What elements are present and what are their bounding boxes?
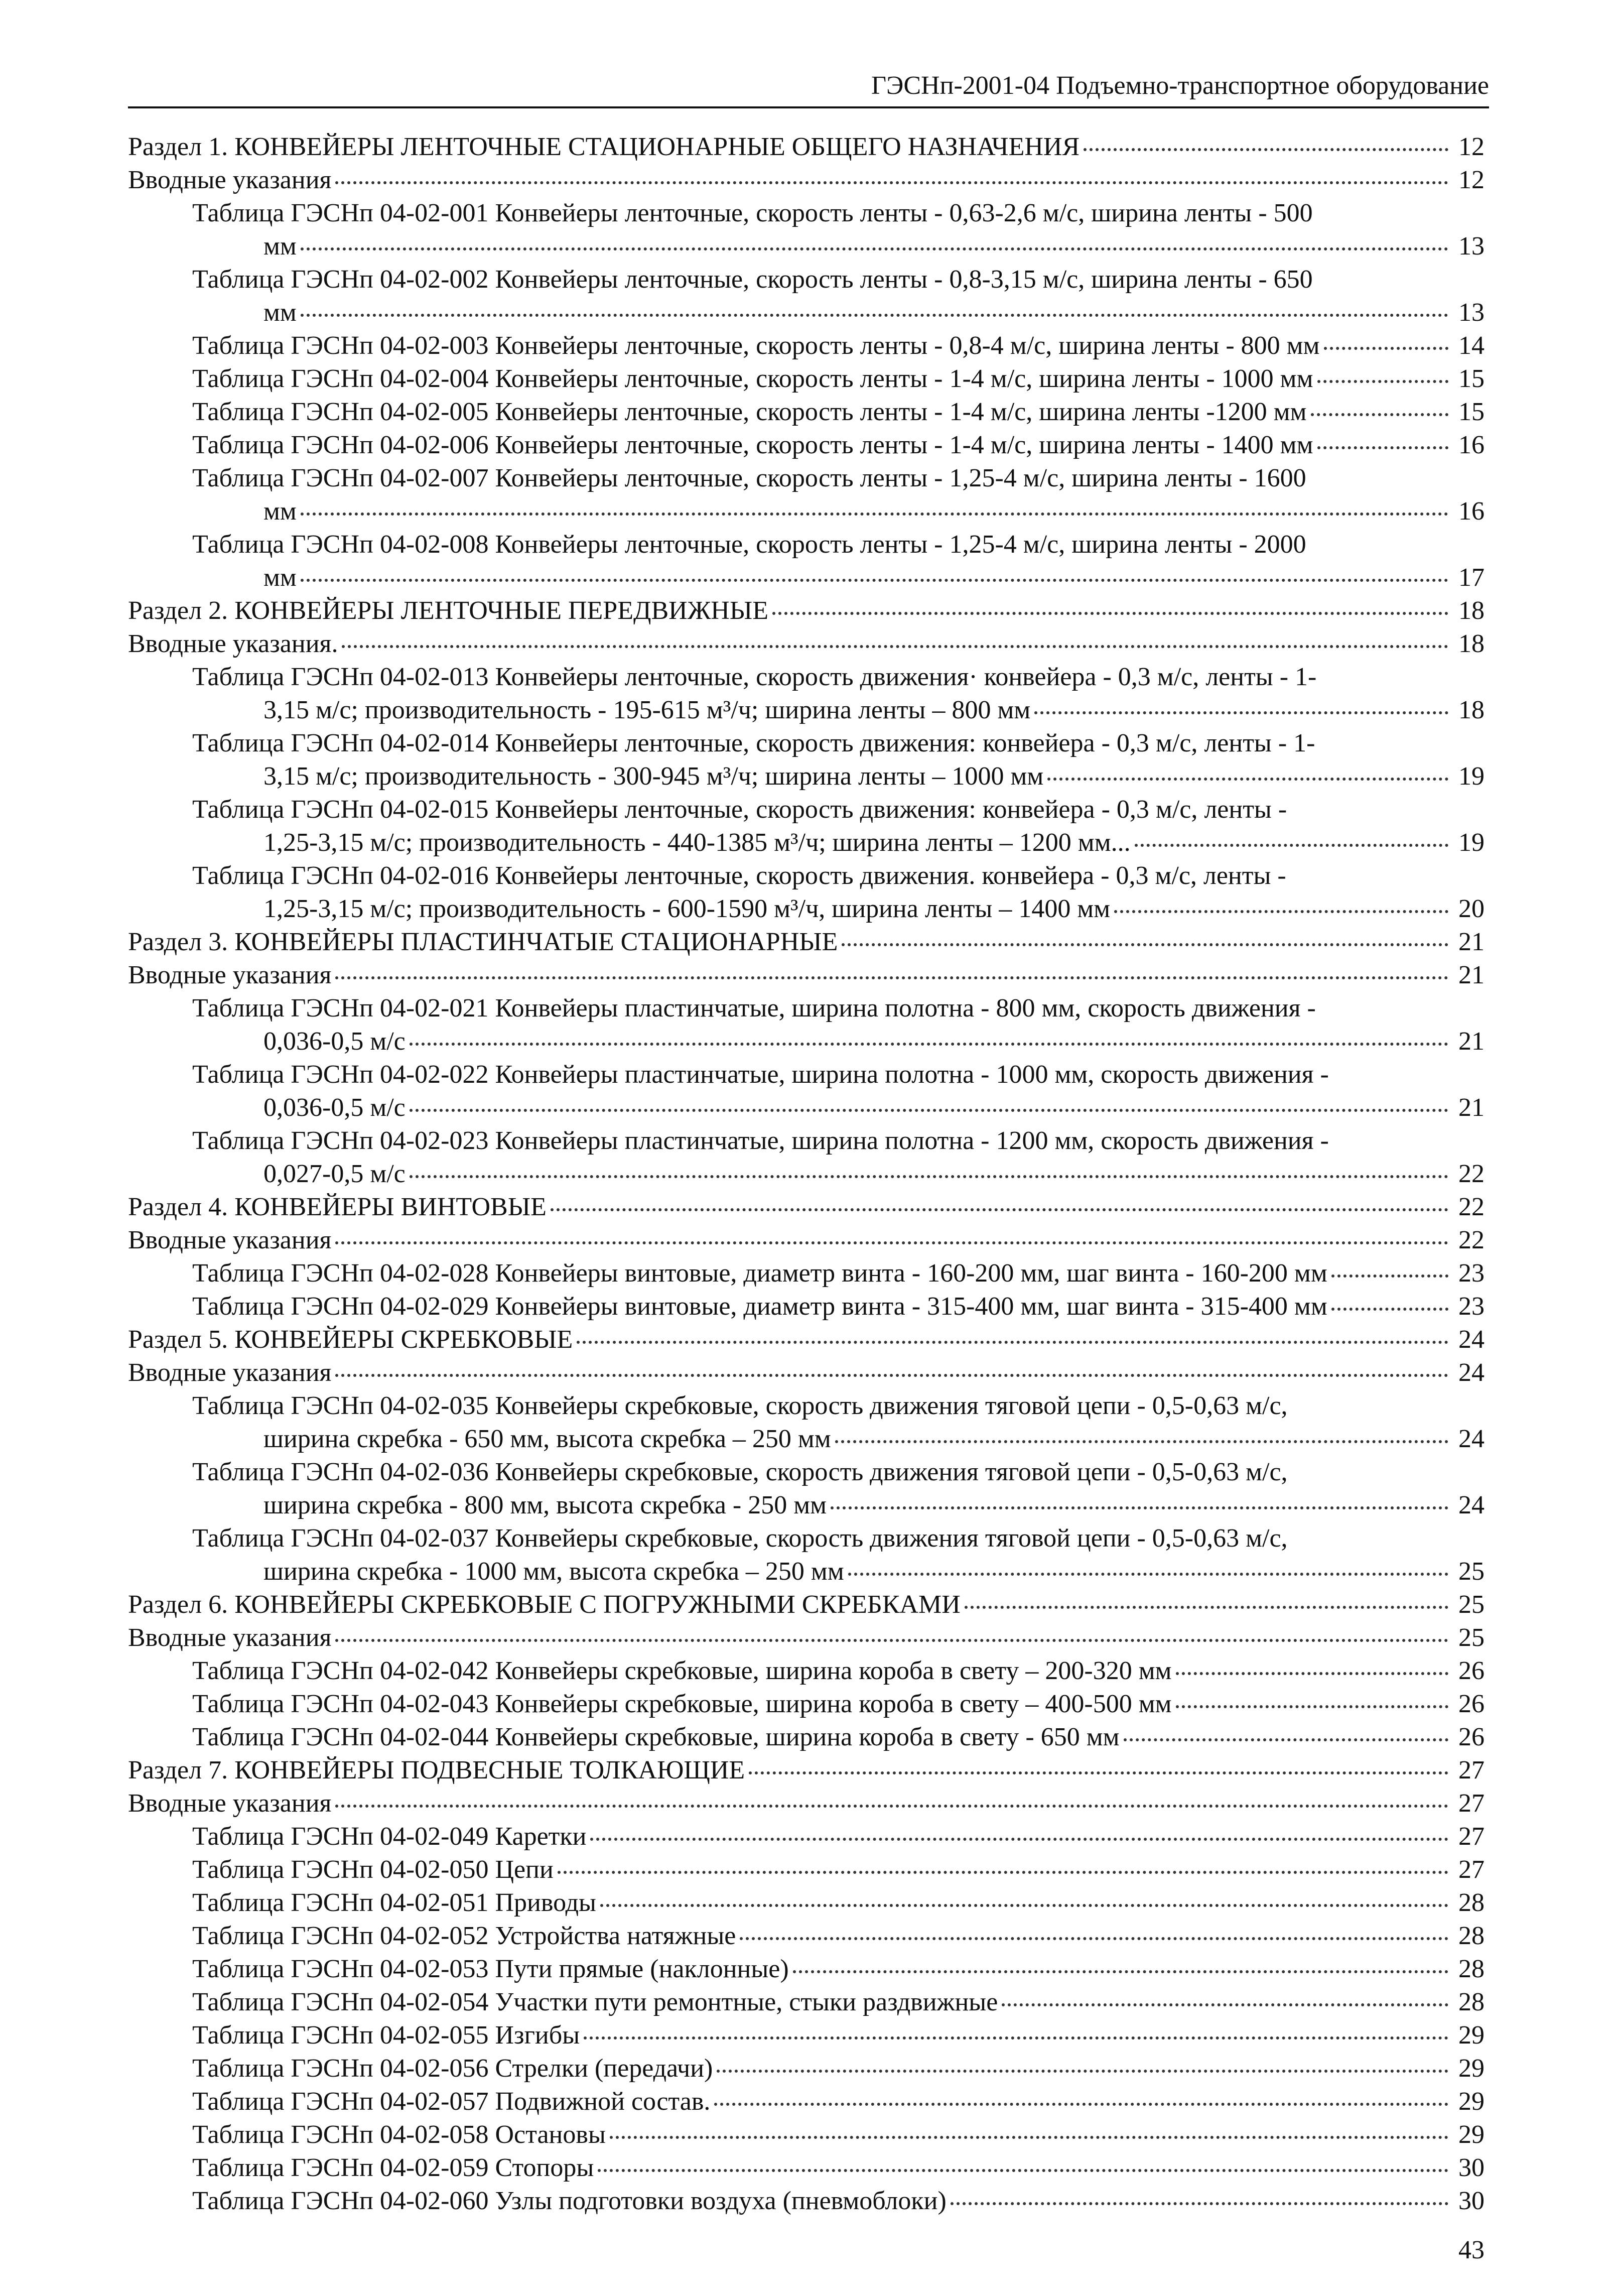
toc-table-entry[interactable] xyxy=(128,1257,1485,1290)
toc-page-number: 24 xyxy=(1458,1491,1485,1519)
toc-table-entry[interactable] xyxy=(128,528,1485,594)
toc-entry-text: Вводные указания xyxy=(128,1789,332,1818)
dot-leader xyxy=(1176,1705,1448,1708)
toc-entry-text: Таблица ГЭСНп 04-02-007 Конвейеры ленточные, скорость ленты - 1,25-4 м/с, ширина ленты - 1600 xyxy=(192,464,1306,492)
dot-leader xyxy=(342,645,1448,648)
dot-leader xyxy=(714,2103,1448,2106)
toc-entry-text: Таблица ГЭСНп 04-02-005 Конвейеры ленточные, скорость ленты - 1-4 м/с, ширина ленты -1200 мм xyxy=(192,398,1307,426)
running-header xyxy=(128,69,1489,108)
toc-table-entry[interactable] xyxy=(128,462,1485,528)
toc-table-entry[interactable] xyxy=(128,1920,1485,1953)
dot-leader xyxy=(951,2202,1448,2205)
toc-entry-text: Раздел 2. КОНВЕЙЕРЫ ЛЕНТОЧНЫЕ ПЕРЕДВИЖНЫЕ xyxy=(128,596,768,625)
dot-leader xyxy=(749,1771,1448,1774)
toc-table-entry[interactable] xyxy=(128,1886,1485,1920)
toc-entry-text: Раздел 7. КОНВЕЙЕРЫ ПОДВЕСНЫЕ ТОЛКАЮЩИЕ xyxy=(128,1756,745,1784)
toc-table-entry[interactable] xyxy=(128,396,1485,429)
toc-section-entry[interactable] xyxy=(128,131,1485,164)
toc-entry-text: Таблица ГЭСНп 04-02-058 Остановы xyxy=(192,2120,606,2149)
toc-page-number: 23 xyxy=(1458,1292,1485,1321)
toc-table-entry[interactable] xyxy=(128,1522,1485,1588)
toc-entry-text: Таблица ГЭСНп 04-02-028 Конвейеры винтовые, диаметр винта - 160-200 мм, шаг винта - 160-200 мм xyxy=(192,1259,1327,1288)
toc-entry-text: Таблица ГЭСНп 04-02-042 Конвейеры скребковые, ширина короба в свету – 200-320 мм xyxy=(192,1656,1172,1685)
toc-entry-text: Таблица ГЭСНп 04-02-006 Конвейеры ленточные, скорость ленты - 1-4 м/с, ширина ленты - 1400 мм xyxy=(192,431,1313,459)
toc-table-entry[interactable] xyxy=(128,2185,1485,2218)
toc-entry-text: Таблица ГЭСНп 04-02-054 Участки пути ремонтные, стыки раздвижные xyxy=(192,1988,998,2016)
toc-table-entry[interactable] xyxy=(128,1058,1485,1124)
toc-section-entry[interactable] xyxy=(128,1224,1485,1257)
toc-section-entry[interactable] xyxy=(128,1356,1485,1389)
dot-leader xyxy=(590,1838,1448,1841)
toc-page-number: 26 xyxy=(1458,1656,1485,1685)
toc-page-number: 28 xyxy=(1458,1888,1485,1917)
toc-page-number: 29 xyxy=(1458,2120,1485,2149)
toc-section-entry[interactable] xyxy=(128,1787,1485,1820)
toc-entry-text: Таблица ГЭСНп 04-02-022 Конвейеры пластинчатые, ширина полотна - 1000 мм, скорость движения - xyxy=(192,1060,1329,1089)
toc-entry-text: Вводные указания xyxy=(128,961,332,989)
dot-leader xyxy=(1084,148,1448,151)
dot-leader xyxy=(1317,380,1449,383)
dot-leader xyxy=(551,1208,1448,1211)
toc-entry-text: Таблица ГЭСНп 04-02-001 Конвейеры ленточные, скорость ленты - 0,63-2,6 м/с, ширина ленты - 500 xyxy=(192,199,1313,227)
dot-leader xyxy=(410,1109,1448,1112)
toc-section-entry[interactable] xyxy=(128,164,1485,197)
toc-entry-text: Вводные указания xyxy=(128,166,332,194)
toc-entry-text: Вводные указания xyxy=(128,1623,332,1652)
toc-page-number: 29 xyxy=(1458,2054,1485,2083)
toc-page-number: 21 xyxy=(1458,1093,1485,1122)
toc-entry-text: Раздел 5. КОНВЕЙЕРЫ СКРЕБКОВЫЕ xyxy=(128,1325,573,1354)
toc-page-number: 16 xyxy=(1458,497,1485,526)
toc-entry-text: Раздел 4. КОНВЕЙЕРЫ ВИНТОВЫЕ xyxy=(128,1193,547,1221)
toc-page-number: 27 xyxy=(1458,1756,1485,1784)
toc-entry-text: мм xyxy=(263,232,297,261)
toc-page-number: 21 xyxy=(1458,961,1485,989)
toc-section-entry[interactable] xyxy=(128,1323,1485,1356)
dot-leader xyxy=(301,247,1448,250)
header-title: ГЭСНп-2001-04 Подъемно-транспортное оборудование xyxy=(871,71,1489,100)
toc-entry-text: Таблица ГЭСНп 04-02-053 Пути прямые (наклонные) xyxy=(192,1955,789,1983)
dot-leader xyxy=(1034,711,1448,714)
toc-entry-text: 0,036-0,5 м/с xyxy=(263,1027,406,1056)
dot-leader xyxy=(1114,910,1448,913)
toc-page-number: 19 xyxy=(1458,828,1485,857)
toc-entry-text: ширина скребка - 800 мм, высота скребка - 250 мм xyxy=(263,1491,827,1519)
dot-leader xyxy=(1324,347,1449,350)
toc-entry-text: Таблица ГЭСНп 04-02-004 Конвейеры ленточные, скорость ленты - 1-4 м/с, ширина ленты - 1000 мм xyxy=(192,364,1313,393)
toc-page-number: 27 xyxy=(1458,1789,1485,1818)
dot-leader xyxy=(1311,413,1449,416)
toc-entry-text: Таблица ГЭСНп 04-02-035 Конвейеры скребковые, скорость движения тяговой цепи - 0,5-0,63 м/с, xyxy=(192,1391,1288,1420)
toc-entry-text: Таблица ГЭСНп 04-02-037 Конвейеры скребковые, скорость движения тяговой цепи - 0,5-0,63 м/с, xyxy=(192,1524,1288,1553)
toc-table-entry[interactable] xyxy=(128,1853,1485,1886)
toc-page-number: 29 xyxy=(1458,2021,1485,2050)
dot-leader xyxy=(1047,778,1448,781)
toc-table-entry[interactable] xyxy=(128,2118,1485,2151)
dot-leader xyxy=(740,1937,1448,1940)
toc-table-entry[interactable] xyxy=(128,727,1485,793)
toc-entry-text: Таблица ГЭСНп 04-02-015 Конвейеры ленточные, скорость движения: конвейера - 0,3 м/с, ленты - xyxy=(192,795,1287,824)
toc-table-entry[interactable] xyxy=(128,329,1485,362)
toc-section-entry[interactable] xyxy=(128,959,1485,992)
toc-page-number: 17 xyxy=(1458,563,1485,592)
page-number: 43 xyxy=(1458,2236,1485,2264)
toc-page-number: 24 xyxy=(1458,1325,1485,1354)
toc-entry-text: Таблица ГЭСНп 04-02-002 Конвейеры ленточные, скорость ленты - 0,8-3,15 м/с, ширина ленты - 650 xyxy=(192,265,1313,294)
toc-page-number: 28 xyxy=(1458,1955,1485,1983)
toc-table-entry[interactable] xyxy=(128,429,1485,462)
toc-entry-text: Таблица ГЭСНп 04-02-052 Устройства натяжные xyxy=(192,1922,736,1950)
dot-leader xyxy=(335,1639,1448,1642)
toc-table-entry[interactable] xyxy=(128,1820,1485,1853)
toc-entry-text: Таблица ГЭСНп 04-02-060 Узлы подготовки воздуха (пневмоблоки) xyxy=(192,2187,947,2215)
toc-table-entry[interactable] xyxy=(128,793,1485,859)
toc-entry-text: 3,15 м/с; производительность - 300-945 м³/ч; ширина ленты – 1000 мм xyxy=(263,762,1044,791)
dot-leader xyxy=(558,1871,1448,1874)
toc-page-number: 22 xyxy=(1458,1193,1485,1221)
toc-page-number: 18 xyxy=(1458,596,1485,625)
toc-entry-text: ширина скребка - 650 мм, высота скребка – 250 мм xyxy=(263,1425,831,1453)
toc-table-entry[interactable] xyxy=(128,1124,1485,1191)
toc-page-number: 25 xyxy=(1458,1557,1485,1586)
toc-entry-text: Таблица ГЭСНп 04-02-050 Цепи xyxy=(192,1855,554,1884)
toc-entry-text: 0,027-0,5 м/с xyxy=(263,1160,406,1188)
dot-leader xyxy=(410,1043,1448,1046)
toc-page-number: 27 xyxy=(1458,1822,1485,1851)
dot-leader xyxy=(301,513,1448,516)
toc-section-entry[interactable] xyxy=(128,1588,1485,1621)
toc-entry-text: Таблица ГЭСНп 04-02-014 Конвейеры ленточные, скорость движения: конвейера - 0,3 м/с, ленты - 1- xyxy=(192,729,1315,757)
toc-page-number: 19 xyxy=(1458,762,1485,791)
dot-leader xyxy=(301,314,1448,317)
dot-leader xyxy=(831,1506,1448,1509)
toc-entry-text: Таблица ГЭСНп 04-02-055 Изгибы xyxy=(192,2021,580,2050)
toc-section-entry[interactable] xyxy=(128,926,1485,959)
table-of-contents xyxy=(128,131,1485,2218)
dot-leader xyxy=(600,1904,1448,1907)
toc-entry-text: Вводные указания xyxy=(128,1358,332,1387)
toc-entry-text: Таблица ГЭСНп 04-02-043 Конвейеры скребковые, ширина короба в свету – 400-500 мм xyxy=(192,1690,1172,1718)
dot-leader xyxy=(793,1970,1448,1973)
toc-page-number: 12 xyxy=(1458,166,1485,194)
toc-entry-text: Раздел 6. КОНВЕЙЕРЫ СКРЕБКОВЫЕ С ПОГРУЖНЫМИ СКРЕБКАМИ xyxy=(128,1590,961,1619)
toc-table-entry[interactable] xyxy=(128,197,1485,263)
toc-page-number: 13 xyxy=(1458,298,1485,327)
toc-table-entry[interactable] xyxy=(128,992,1485,1058)
toc-page-number: 26 xyxy=(1458,1690,1485,1718)
dot-leader xyxy=(335,181,1448,184)
dot-leader xyxy=(335,1805,1448,1808)
toc-section-entry[interactable] xyxy=(128,1621,1485,1654)
toc-entry-text: Таблица ГЭСНп 04-02-044 Конвейеры скребковые, ширина короба в свету - 650 мм xyxy=(192,1723,1120,1751)
toc-entry-text: Таблица ГЭСНп 04-02-029 Конвейеры винтовые, диаметр винта - 315-400 мм, шаг винта - 315-400 мм xyxy=(192,1292,1327,1321)
toc-table-entry[interactable] xyxy=(128,1290,1485,1323)
dot-leader xyxy=(301,579,1448,582)
toc-entry-text: Таблица ГЭСНп 04-02-016 Конвейеры ленточные, скорость движения. конвейера - 0,3 м/с, ленты - xyxy=(192,861,1286,890)
dot-leader xyxy=(1331,1308,1448,1311)
toc-page-number: 23 xyxy=(1458,1259,1485,1288)
toc-page-number: 15 xyxy=(1458,398,1485,426)
dot-leader xyxy=(1317,446,1449,449)
toc-page-number: 28 xyxy=(1458,1988,1485,2016)
toc-entry-text: Вводные указания. xyxy=(128,629,338,658)
toc-table-entry[interactable] xyxy=(128,1654,1485,1688)
dot-leader xyxy=(835,1440,1448,1443)
toc-table-entry[interactable] xyxy=(128,2151,1485,2185)
dot-leader xyxy=(335,976,1448,979)
toc-section-entry[interactable] xyxy=(128,627,1485,661)
dot-leader xyxy=(577,1341,1448,1344)
dot-leader xyxy=(965,1606,1448,1609)
toc-page-number: 21 xyxy=(1458,1027,1485,1056)
toc-entry-text: Таблица ГЭСНп 04-02-021 Конвейеры пластинчатые, ширина полотна - 800 мм, скорость движения - xyxy=(192,994,1316,1023)
toc-page-number: 20 xyxy=(1458,895,1485,923)
toc-page-number: 27 xyxy=(1458,1855,1485,1884)
toc-table-entry[interactable] xyxy=(128,2085,1485,2118)
dot-leader xyxy=(335,1374,1448,1377)
toc-entry-text: Таблица ГЭСНп 04-02-013 Конвейеры ленточные, скорость движения· конвейера - 0,3 м/с, ленты - 1- xyxy=(192,663,1317,691)
dot-leader xyxy=(610,2136,1448,2139)
toc-entry-text: Таблица ГЭСНп 04-02-056 Стрелки (передачи) xyxy=(192,2054,713,2083)
toc-page-number: 25 xyxy=(1458,1623,1485,1652)
dot-leader xyxy=(842,943,1448,946)
toc-page-number: 13 xyxy=(1458,232,1485,261)
dot-leader xyxy=(717,2070,1448,2073)
toc-entry-text: Таблица ГЭСНп 04-02-059 Стопоры xyxy=(192,2153,594,2182)
dot-leader xyxy=(1135,844,1448,847)
toc-section-entry[interactable] xyxy=(128,1191,1485,1224)
toc-page-number: 30 xyxy=(1458,2153,1485,2182)
toc-entry-text: Таблица ГЭСНп 04-02-057 Подвижной состав. xyxy=(192,2087,711,2116)
toc-entry-text: 0,036-0,5 м/с xyxy=(263,1093,406,1122)
dot-leader xyxy=(1124,1738,1448,1741)
toc-entry-text: Таблица ГЭСНп 04-02-003 Конвейеры ленточные, скорость ленты - 0,8-4 м/с, ширина ленты - 800 мм xyxy=(192,331,1320,360)
toc-table-entry[interactable] xyxy=(128,1986,1485,2019)
toc-page-number: 28 xyxy=(1458,1922,1485,1950)
dot-leader xyxy=(598,2169,1448,2172)
toc-table-entry[interactable] xyxy=(128,2019,1485,2052)
toc-table-entry[interactable] xyxy=(128,1389,1485,1456)
dot-leader xyxy=(1176,1672,1448,1675)
toc-entry-text: Таблица ГЭСНп 04-02-036 Конвейеры скребковые, скорость движения тяговой цепи - 0,5-0,63 м/с, xyxy=(192,1458,1288,1486)
dot-leader xyxy=(1331,1274,1448,1278)
toc-page-number: 18 xyxy=(1458,629,1485,658)
toc-entry-text: Вводные указания xyxy=(128,1226,332,1254)
toc-entry-text: мм xyxy=(263,497,297,526)
toc-entry-text: 1,25-3,15 м/с; производительность - 440-1385 м³/ч; ширина ленты – 1200 мм... xyxy=(263,828,1131,857)
toc-page-number: 29 xyxy=(1458,2087,1485,2116)
toc-page-number: 21 xyxy=(1458,928,1485,956)
toc-page-number: 30 xyxy=(1458,2187,1485,2215)
toc-entry-text: Таблица ГЭСНп 04-02-008 Конвейеры ленточные, скорость ленты - 1,25-4 м/с, ширина ленты - 2000 xyxy=(192,530,1306,559)
dot-leader xyxy=(848,1573,1448,1576)
toc-table-entry[interactable] xyxy=(128,859,1485,926)
toc-entry-text: ширина скребка - 1000 мм, высота скребка – 250 мм xyxy=(263,1557,844,1586)
toc-table-entry[interactable] xyxy=(128,263,1485,329)
toc-table-entry[interactable] xyxy=(128,1721,1485,1754)
toc-entry-text: 3,15 м/с; производительность - 195-615 м³/ч; ширина ленты – 800 мм xyxy=(263,696,1031,724)
dot-leader xyxy=(335,1241,1448,1244)
toc-page-number: 12 xyxy=(1458,133,1485,161)
toc-entry-text: мм xyxy=(263,563,297,592)
toc-page-number: 22 xyxy=(1458,1226,1485,1254)
toc-page-number: 15 xyxy=(1458,364,1485,393)
toc-table-entry[interactable] xyxy=(128,2052,1485,2085)
toc-table-entry[interactable] xyxy=(128,661,1485,727)
toc-table-entry[interactable] xyxy=(128,1456,1485,1522)
toc-entry-text: 1,25-3,15 м/с; производительность - 600-1590 м³/ч, ширина ленты – 1400 мм xyxy=(263,895,1111,923)
toc-page-number: 25 xyxy=(1458,1590,1485,1619)
toc-page-number: 22 xyxy=(1458,1160,1485,1188)
toc-section-entry[interactable] xyxy=(128,1754,1485,1787)
toc-entry-text: Раздел 1. КОНВЕЙЕРЫ ЛЕНТОЧНЫЕ СТАЦИОНАРНЫЕ ОБЩЕГО НАЗНАЧЕНИЯ xyxy=(128,133,1080,161)
toc-page-number: 26 xyxy=(1458,1723,1485,1751)
toc-entry-text: Таблица ГЭСНп 04-02-023 Конвейеры пластинчатые, ширина полотна - 1200 мм, скорость движения - xyxy=(192,1126,1329,1155)
toc-page-number: 14 xyxy=(1458,331,1485,360)
toc-page-number: 16 xyxy=(1458,431,1485,459)
toc-entry-text: Таблица ГЭСНп 04-02-051 Приводы xyxy=(192,1888,596,1917)
toc-table-entry[interactable] xyxy=(128,1953,1485,1986)
toc-page-number: 24 xyxy=(1458,1425,1485,1453)
toc-entry-text: Таблица ГЭСНп 04-02-049 Каретки xyxy=(192,1822,587,1851)
toc-page-number: 24 xyxy=(1458,1358,1485,1387)
toc-entry-text: Раздел 3. КОНВЕЙЕРЫ ПЛАСТИНЧАТЫЕ СТАЦИОНАРНЫЕ xyxy=(128,928,838,956)
toc-entry-text: мм xyxy=(263,298,297,327)
dot-leader xyxy=(410,1175,1448,1178)
dot-leader xyxy=(772,612,1448,615)
dot-leader xyxy=(1002,2003,1448,2006)
toc-table-entry[interactable] xyxy=(128,362,1485,396)
dot-leader xyxy=(584,2036,1448,2039)
toc-section-entry[interactable] xyxy=(128,594,1485,627)
toc-table-entry[interactable] xyxy=(128,1688,1485,1721)
toc-page-number: 18 xyxy=(1458,696,1485,724)
